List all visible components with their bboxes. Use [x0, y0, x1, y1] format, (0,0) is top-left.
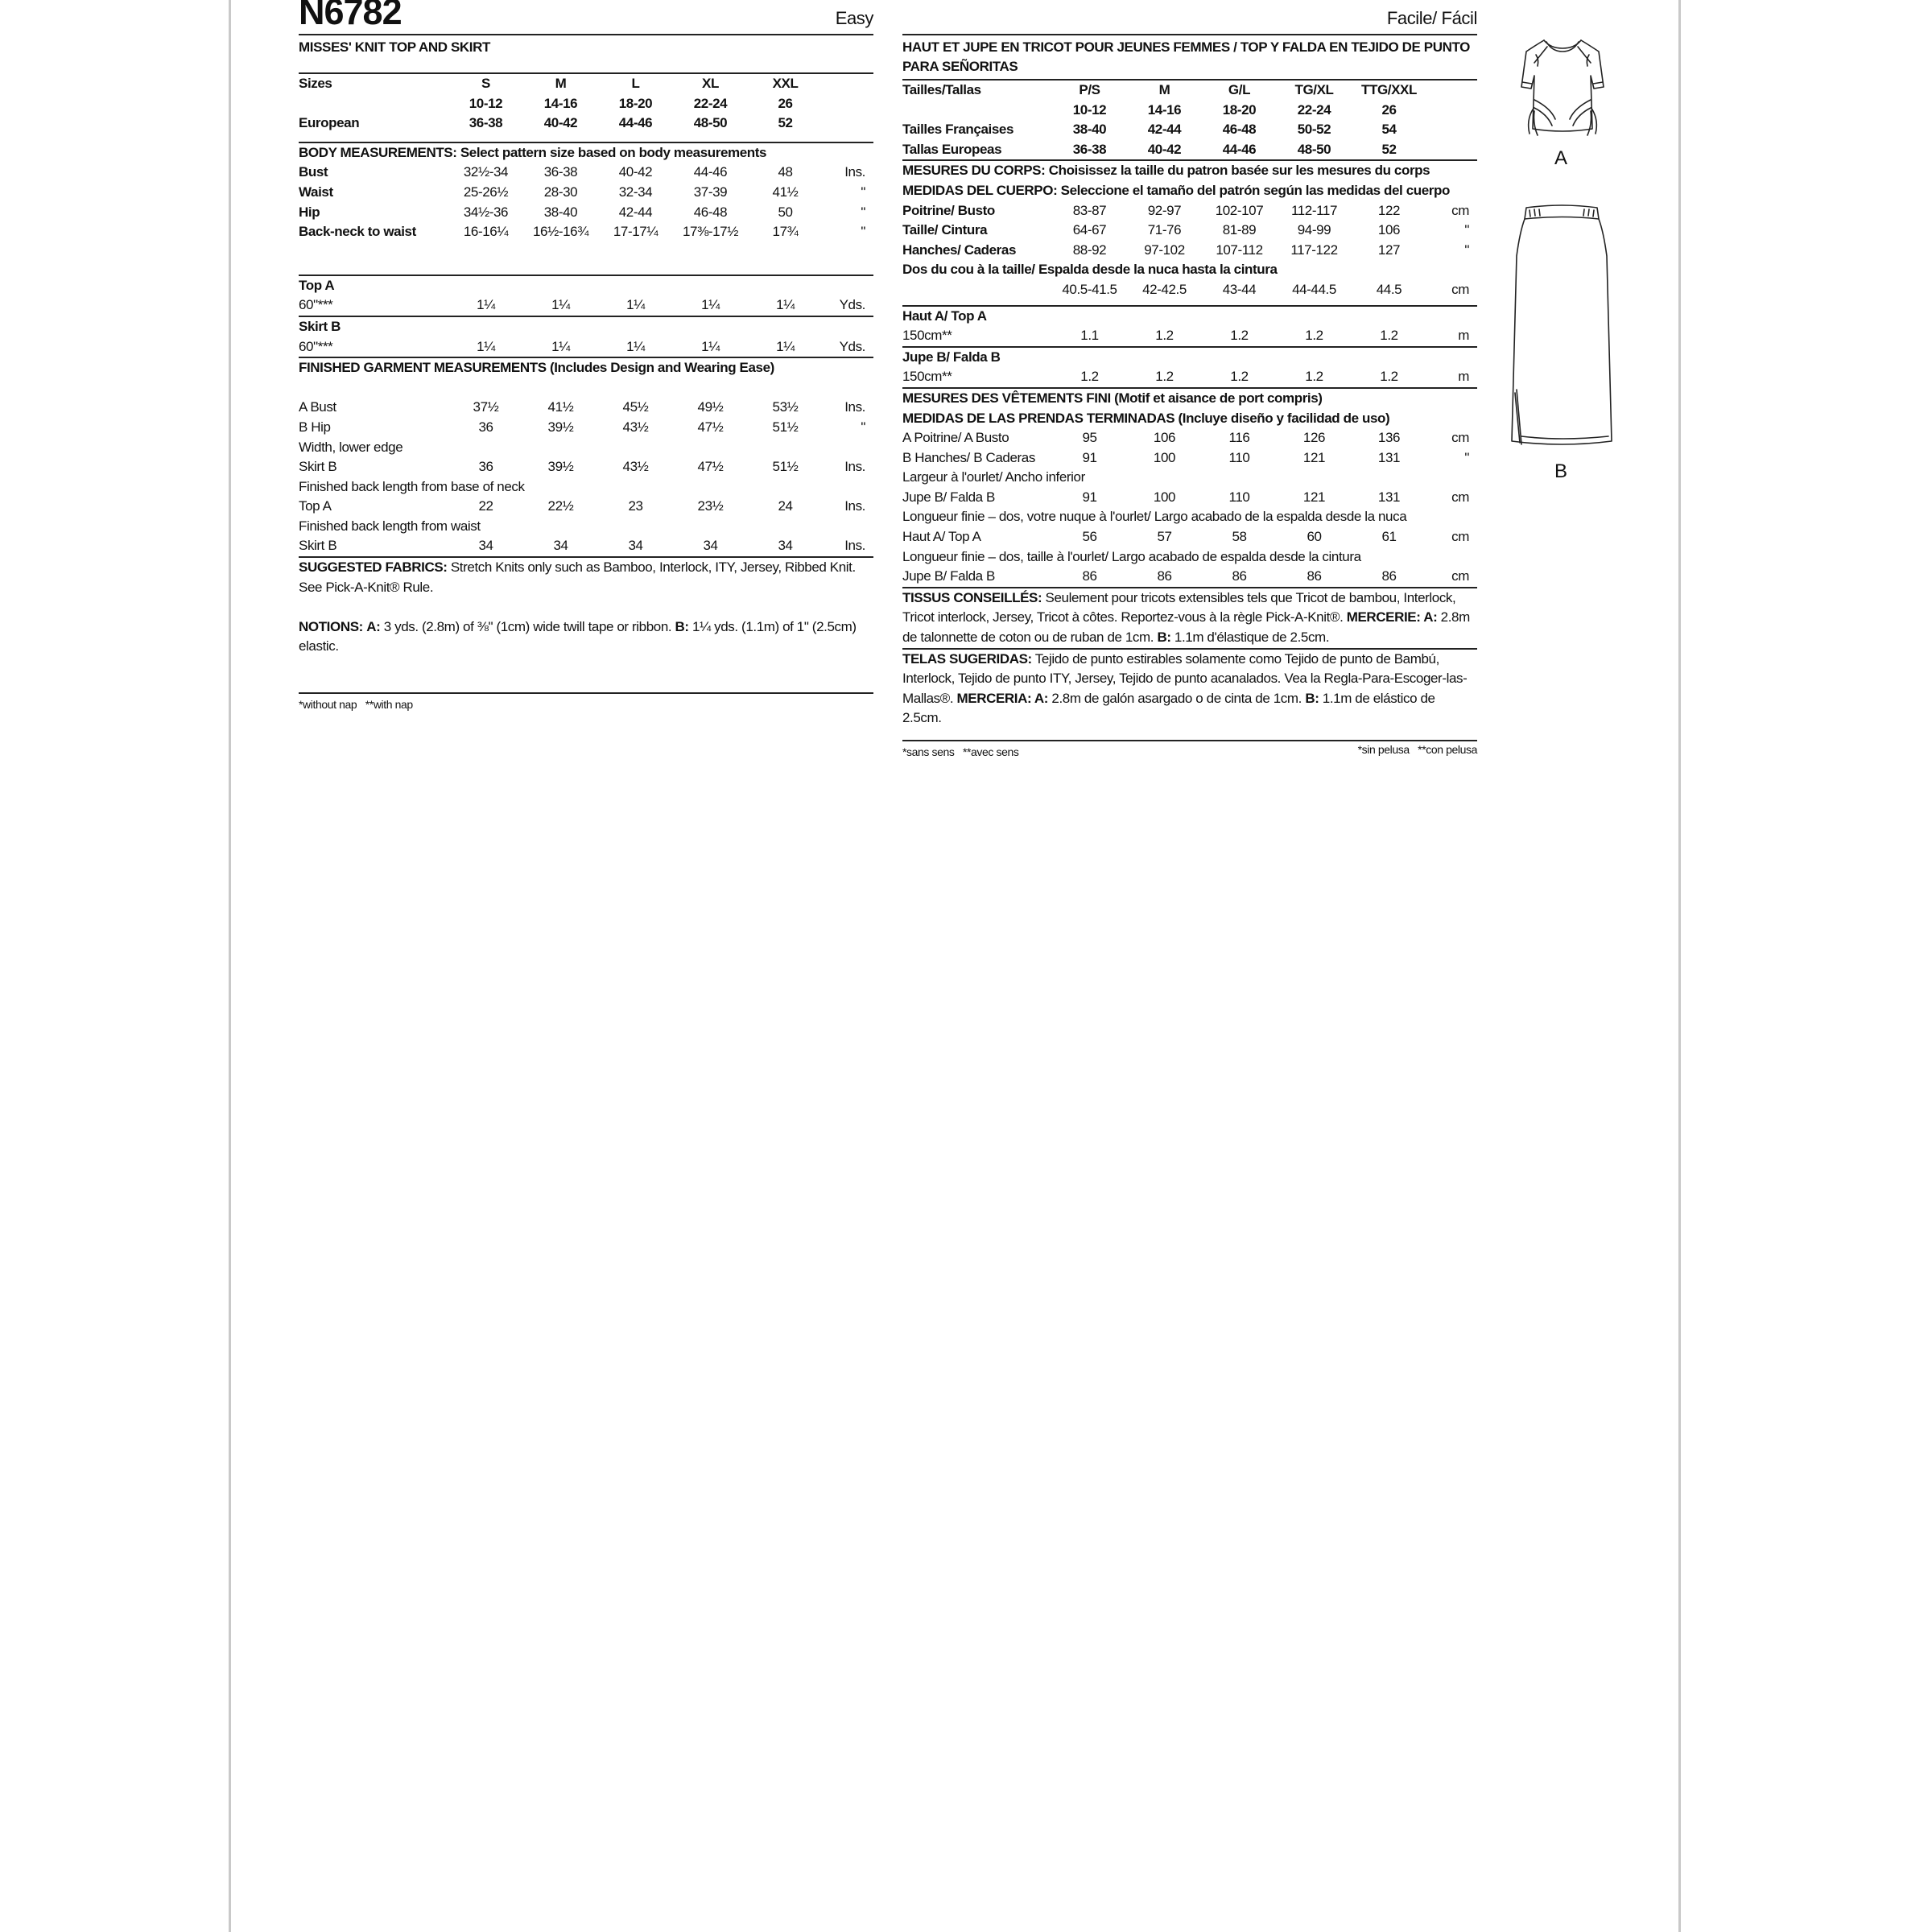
size-value: 40-42 — [1147, 141, 1182, 157]
unit-label: " — [861, 204, 865, 220]
size-value: 51½ — [772, 459, 799, 475]
size-value: 14-16 — [1147, 101, 1182, 118]
unit-label: " — [861, 224, 865, 240]
row-label: Tailles Françaises — [902, 122, 1014, 138]
size-value: 22-24 — [1297, 101, 1331, 118]
size-value: 22 — [478, 498, 493, 514]
size-value: 136 — [1377, 430, 1401, 446]
size-value: 131 — [1377, 489, 1401, 505]
size-value: 42-44 — [618, 204, 653, 220]
size-value: 26 — [1381, 101, 1397, 118]
size-value: 46-48 — [693, 204, 728, 220]
size-value: 40-42 — [543, 115, 578, 131]
size-value: 18-20 — [618, 95, 653, 111]
size-value: 86 — [1157, 568, 1172, 584]
size-value: 50 — [778, 204, 793, 220]
note-row — [299, 438, 873, 458]
size-value: 94-99 — [1297, 222, 1331, 238]
yardage-title: Jupe B/ Falda B — [902, 349, 1001, 365]
size-value: 53½ — [772, 399, 799, 415]
size-value: 1.2 — [1230, 369, 1249, 385]
size-value: 117-122 — [1290, 242, 1338, 258]
telas-sugeridas: TELAS SUGERIDAS: Tejido de punto estirables solamente como Tejido de punto de Bambú, Interlock, Tejido de punto ITY, Jersey, Tejido de punto acanalados. Vea la Regla-Para-Escoger-las-Mallas®. MERCERIA: A: 2.8m de galón asargado o de cinta de 1cm. B: 1.1m de elástico de 2.5cm. — [902, 650, 1468, 726]
size-value: 126 — [1302, 430, 1326, 446]
size-value: 22½ — [547, 498, 574, 514]
row-label: Poitrine/ Busto — [902, 202, 995, 218]
row-label: Bust — [299, 164, 328, 180]
size-value: 1.2 — [1380, 328, 1398, 344]
unit-label: cm — [1451, 489, 1469, 505]
size-value: 57 — [1157, 529, 1172, 545]
size-value: 32-34 — [618, 184, 653, 200]
suggested-fabrics-en: SUGGESTED FABRICS: Stretch Knits only such as Bamboo, Interlock, ITY, Jersey, Ribbed Knit. See Pick-A-Knit® Rule. — [299, 559, 856, 595]
yardage-block — [902, 346, 1477, 387]
size-value: 1.2 — [1155, 369, 1174, 385]
note-row — [902, 507, 1477, 527]
size-value: 47½ — [697, 419, 724, 435]
size-value: 1¼ — [551, 297, 570, 313]
size-value: 1¼ — [477, 338, 495, 354]
size-value: 37-39 — [693, 184, 728, 200]
size-value: 56 — [1082, 529, 1097, 545]
finished-row — [299, 418, 873, 438]
body-row — [902, 201, 1477, 221]
size-value: 36-38 — [1072, 141, 1107, 157]
size-value: 1¼ — [776, 338, 795, 354]
sizes-row — [299, 94, 873, 114]
size-value: 44-46 — [618, 115, 653, 131]
size-value: 17-17¼ — [613, 224, 658, 240]
body-measurements-table-fr — [902, 201, 1477, 300]
body-measurements-title-fr: MESURES DU CORPS: Choisissez la taille du patron basée sur les mesures du corps — [902, 163, 1430, 179]
size-value: 23 — [628, 498, 643, 514]
unit-label: cm — [1451, 568, 1469, 584]
size-value: 39½ — [547, 459, 574, 475]
unit-label: Ins. — [844, 164, 865, 180]
size-value: 100 — [1153, 449, 1176, 465]
body-row — [902, 221, 1477, 241]
notions-en: NOTIONS: A: 3 yds. (2.8m) of ⅜" (1cm) wide twill tape or ribbon. B: 1¼ yds. (1.1m) of 1" (2.5cm) elastic. — [299, 618, 857, 654]
size-value: 41½ — [772, 184, 799, 200]
size-value: 1¼ — [701, 338, 720, 354]
finished-row — [299, 398, 873, 418]
size-value: M — [1158, 82, 1170, 97]
size-value: P/S — [1079, 82, 1100, 97]
size-value: 60 — [1307, 529, 1322, 545]
size-value: 48 — [778, 164, 793, 180]
size-value: 25-26½ — [463, 184, 509, 200]
yardage-title: Haut A/ Top A — [902, 308, 987, 324]
row-label: B Hip — [299, 419, 331, 435]
footnote-es: *sin pelusa **con pelusa — [1357, 743, 1477, 756]
tissus-conseilles: TISSUS CONSEILLÉS: Seulement pour tricots extensibles tels que Tricot de bambou, Interlock, Tricot interlock, Jersey, Tricot à côtes. Reportez-vous à la règle Pick-A-Knit®. MERCERIE: A: 2.8m de talonnette de coton ou de ruban de 1cm. B: 1.1m d'élastique de 2.5cm. — [902, 589, 1470, 646]
finished-row — [299, 457, 873, 477]
row-label — [902, 101, 1052, 121]
size-value: 127 — [1377, 242, 1401, 258]
row-label: A Poitrine/ A Busto — [902, 430, 1009, 446]
size-value: 36-38 — [469, 115, 503, 131]
size-value: 1¼ — [776, 297, 795, 313]
size-value: 42-42.5 — [1142, 281, 1187, 297]
size-value: 44-44.5 — [1292, 281, 1336, 297]
size-value: 46-48 — [1222, 122, 1257, 138]
body-measurements-table-en — [299, 163, 873, 242]
row-label: B Hanches/ B Caderas — [902, 449, 1035, 465]
finished-row — [902, 428, 1477, 448]
difficulty-en: Easy — [835, 8, 873, 28]
yardage-row — [902, 326, 1477, 346]
size-value: 10-12 — [469, 95, 503, 111]
finished-title-es: MEDIDAS DE LAS PRENDAS TERMINADAS (Incluye diseño y facilidad de uso) — [902, 410, 1390, 426]
size-value: 1¼ — [626, 297, 645, 313]
size-value: 86 — [1082, 568, 1097, 584]
finished-row — [299, 497, 873, 517]
view-b-illustration — [1497, 200, 1626, 457]
footnote-fr-es — [902, 741, 1477, 760]
size-value: 122 — [1377, 202, 1401, 218]
row-label: Jupe B/ Falda B — [902, 568, 995, 584]
row-note: Finished back length from waist — [299, 518, 481, 534]
size-value: 16½-16¾ — [532, 224, 589, 240]
row-note: Width, lower edge — [299, 439, 403, 455]
row-label — [902, 280, 1052, 300]
row-label: Waist — [299, 184, 333, 200]
row-label: Taille/ Cintura — [902, 222, 988, 238]
unit-label: cm — [1451, 281, 1469, 297]
size-value: 17⅜-17½ — [682, 224, 739, 240]
size-value: TTG/XXL — [1361, 82, 1417, 97]
note-row — [902, 260, 1477, 280]
finished-title-en: FINISHED GARMENT MEASUREMENTS (Includes Design and Wearing Ease) — [299, 360, 774, 376]
yardage-row — [299, 295, 873, 316]
size-value: 16-16¼ — [463, 224, 509, 240]
row-label: Haut A/ Top A — [902, 529, 981, 545]
size-value: 49½ — [697, 399, 724, 415]
row-label: Tailles/Tallas — [902, 82, 981, 97]
row-label: 60"*** — [299, 297, 333, 313]
unit-label — [1426, 80, 1477, 101]
unit-label — [1426, 140, 1477, 160]
body-row — [299, 183, 873, 203]
yardage-block — [902, 305, 1477, 346]
size-value: 24 — [778, 498, 793, 514]
size-value: 121 — [1302, 489, 1326, 505]
size-value: 47½ — [697, 459, 724, 475]
size-value: 110 — [1228, 449, 1250, 465]
header-fr — [902, 0, 1477, 35]
size-value: 71-76 — [1147, 222, 1182, 238]
size-value: 86 — [1232, 568, 1247, 584]
size-value: 18-20 — [1222, 101, 1257, 118]
page-right-edge — [1678, 0, 1681, 1932]
unit-label: " — [1464, 242, 1469, 258]
row-label: Back-neck to waist — [299, 224, 416, 240]
unit-label: cm — [1451, 529, 1469, 545]
size-value: S — [481, 76, 490, 91]
size-value: 22-24 — [693, 95, 728, 111]
unit-label — [1426, 120, 1477, 140]
yardage-block — [299, 316, 873, 357]
size-value: 34 — [478, 538, 493, 554]
size-value: 17¾ — [772, 224, 799, 240]
note-row — [902, 547, 1477, 568]
body-row — [902, 241, 1477, 261]
row-note: Dos du cou à la taille/ Espalda desde la nuca hasta la cintura — [902, 262, 1278, 278]
unit-label: cm — [1451, 202, 1469, 218]
size-value: 1.2 — [1305, 369, 1323, 385]
row-label: 150cm** — [902, 369, 952, 385]
size-value: 1¼ — [551, 338, 570, 354]
row-label: 60"*** — [299, 338, 333, 354]
size-value: 38-40 — [1072, 122, 1107, 138]
size-value: 1.2 — [1080, 369, 1099, 385]
size-value: 45½ — [622, 399, 649, 415]
size-value: 52 — [1381, 141, 1397, 157]
size-value: 34 — [703, 538, 718, 554]
row-label: Top A — [299, 498, 332, 514]
size-value: 36 — [478, 419, 493, 435]
body-row — [299, 203, 873, 223]
size-value: 1¼ — [701, 297, 720, 313]
body-measurements-title-es: MEDIDAS DEL CUERPO: Seleccione el tamaño del patrón según las medidas del cuerpo — [902, 182, 1450, 198]
finished-table-fr — [902, 428, 1477, 587]
row-label: European — [299, 115, 360, 131]
size-value: XXL — [772, 76, 799, 91]
yardage-fr — [902, 305, 1477, 387]
size-value: 86 — [1381, 568, 1397, 584]
size-value: 86 — [1307, 568, 1322, 584]
size-value: 1.2 — [1230, 328, 1249, 344]
unit-label: " — [1464, 222, 1469, 238]
size-value: 1.1 — [1080, 328, 1099, 344]
header-en — [299, 0, 873, 35]
unit-label: Ins. — [844, 459, 865, 475]
view-b-label: B — [1554, 460, 1568, 482]
body-row — [299, 163, 873, 183]
unit-label: m — [1458, 369, 1469, 385]
footnote-en: *without nap **with nap — [299, 698, 413, 712]
size-value: 88-92 — [1072, 242, 1107, 258]
sizes-table-fr — [902, 79, 1477, 159]
row-label — [299, 94, 448, 114]
size-value: 28-30 — [543, 184, 578, 200]
size-value: 34 — [628, 538, 643, 554]
page-left-edge — [229, 0, 231, 1932]
size-value: 112-117 — [1290, 202, 1338, 218]
unit-label — [823, 73, 873, 94]
size-value: M — [555, 76, 567, 91]
unit-label: " — [1464, 449, 1469, 465]
size-value: 36 — [478, 459, 493, 475]
size-value: 54 — [1381, 122, 1397, 138]
english-column — [299, 0, 873, 712]
size-value: 106 — [1153, 430, 1176, 446]
size-value: 48-50 — [693, 115, 728, 131]
size-value: 91 — [1082, 489, 1097, 505]
size-value: 44-46 — [693, 164, 728, 180]
unit-label: Ins. — [844, 399, 865, 415]
size-value: G/L — [1228, 82, 1251, 97]
size-value: 91 — [1082, 449, 1097, 465]
yardage-title: Top A — [299, 277, 335, 293]
size-value: L — [631, 76, 640, 91]
row-label: Skirt B — [299, 538, 337, 554]
size-value: 1¼ — [626, 338, 645, 354]
unit-label — [823, 114, 873, 134]
row-label: 150cm** — [902, 328, 952, 344]
size-value: 52 — [778, 115, 793, 131]
row-label: Hip — [299, 204, 320, 220]
row-label: Tallas Europeas — [902, 141, 1002, 157]
size-value: 106 — [1377, 222, 1401, 238]
size-value: 92-97 — [1147, 202, 1182, 218]
title-fr-es: HAUT ET JUPE EN TRICOT POUR JEUNES FEMMES / TOP Y FALDA EN TEJIDO DE PUNTO PARA SEÑORITAS — [902, 39, 1470, 74]
footnote-fr: *sans sens **avec sens — [902, 745, 1019, 758]
size-value: 64-67 — [1072, 222, 1107, 238]
size-value: 26 — [778, 95, 793, 111]
size-value: TG/XL — [1294, 82, 1334, 97]
unit-label: m — [1458, 328, 1469, 344]
unit-label: Yds. — [839, 338, 865, 354]
finished-table-en — [299, 398, 873, 556]
size-value: 43½ — [622, 459, 649, 475]
size-value: 97-102 — [1144, 242, 1185, 258]
size-value: 32½-34 — [463, 164, 509, 180]
row-note: Largeur à l'ourlet/ Ancho inferior — [902, 469, 1085, 485]
view-a-label: A — [1554, 147, 1568, 169]
yardage-en — [299, 275, 873, 357]
yardage-title: Skirt B — [299, 318, 341, 334]
difficulty-fr-es: Facile/ Fácil — [1386, 8, 1477, 28]
row-label: Skirt B — [299, 459, 337, 475]
yardage-block — [299, 275, 873, 316]
row-note: Longueur finie – dos, votre nuque à l'ourlet/ Largo acabado de la espalda desde la nuca — [902, 509, 1407, 525]
finished-row — [299, 536, 873, 556]
size-value: 10-12 — [1072, 101, 1107, 118]
unit-label: cm — [1451, 430, 1469, 446]
row-label: Hanches/ Caderas — [902, 242, 1017, 258]
size-value: 1¼ — [477, 297, 495, 313]
unit-label: " — [861, 184, 865, 200]
size-value: 36-38 — [543, 164, 578, 180]
body-row — [299, 222, 873, 242]
size-value: 107-112 — [1216, 242, 1263, 258]
size-value: 1.2 — [1380, 369, 1398, 385]
title-en: MISSES' KNIT TOP AND SKIRT — [299, 39, 490, 55]
size-value: 42-44 — [1147, 122, 1182, 138]
size-value: 100 — [1153, 489, 1176, 505]
size-value: XL — [702, 76, 719, 91]
body-row — [902, 280, 1477, 300]
size-value: 48-50 — [1297, 141, 1331, 157]
sizes-table-en — [299, 72, 873, 134]
size-value: 37½ — [473, 399, 499, 415]
size-value: 83-87 — [1072, 202, 1107, 218]
size-value: 95 — [1082, 430, 1097, 446]
row-note: Finished back length from base of neck — [299, 478, 525, 494]
european-row — [902, 140, 1477, 160]
finished-row — [902, 527, 1477, 547]
size-value: 23½ — [697, 498, 724, 514]
size-value: 102-107 — [1215, 202, 1264, 218]
size-value: 131 — [1377, 449, 1401, 465]
size-value: 34 — [553, 538, 568, 554]
yardage-row — [902, 367, 1477, 387]
size-value: 81-89 — [1222, 222, 1257, 238]
size-value: 41½ — [547, 399, 574, 415]
note-row — [299, 517, 873, 537]
finished-row — [902, 488, 1477, 508]
french-spanish-column — [902, 0, 1477, 760]
row-label: Sizes — [299, 76, 332, 91]
size-value: 40-42 — [618, 164, 653, 180]
pattern-number: N6782 — [299, 0, 402, 32]
sizes-row — [902, 80, 1477, 101]
size-value: 38-40 — [543, 204, 578, 220]
unit-label — [1426, 101, 1477, 121]
note-row — [902, 468, 1477, 488]
finished-title-fr: MESURES DES VÊTEMENTS FINI (Motif et aisance de port compris) — [902, 390, 1323, 406]
sizes-row — [299, 73, 873, 94]
size-value: 110 — [1228, 489, 1250, 505]
size-value: 61 — [1381, 529, 1397, 545]
size-value: 58 — [1232, 529, 1247, 545]
note-row — [299, 477, 873, 497]
view-a-illustration — [1502, 31, 1623, 159]
yardage-row — [299, 337, 873, 357]
body-measurements-title-en: BODY MEASUREMENTS: Select pattern size based on body measurements — [299, 144, 767, 160]
size-value: 51½ — [772, 419, 799, 435]
size-value: 1.2 — [1155, 328, 1174, 344]
size-value: 116 — [1228, 430, 1250, 446]
unit-label: Ins. — [844, 538, 865, 554]
size-value: 40.5-41.5 — [1062, 281, 1117, 297]
french-sizes-row — [902, 120, 1477, 140]
size-value: 121 — [1302, 449, 1326, 465]
unit-label — [823, 94, 873, 114]
size-value: 14-16 — [543, 95, 578, 111]
size-value: 50-52 — [1297, 122, 1331, 138]
size-value: 1.2 — [1305, 328, 1323, 344]
row-label: Jupe B/ Falda B — [902, 489, 995, 505]
size-value: 44.5 — [1376, 281, 1402, 297]
unit-label: " — [861, 419, 865, 435]
row-note: Longueur finie – dos, taille à l'ourlet/ Largo acabado de espalda desde la cintura — [902, 548, 1361, 564]
size-value: 34 — [778, 538, 793, 554]
unit-label: Yds. — [839, 297, 865, 313]
european-row — [299, 114, 873, 134]
unit-label: Ins. — [844, 498, 865, 514]
size-value: 43½ — [622, 419, 649, 435]
size-value: 39½ — [547, 419, 574, 435]
row-label: A Bust — [299, 399, 336, 415]
size-value: 34½-36 — [463, 204, 509, 220]
size-value: 44-46 — [1222, 141, 1257, 157]
size-value: 43-44 — [1222, 281, 1257, 297]
finished-row — [902, 448, 1477, 469]
finished-row — [902, 567, 1477, 587]
sizes-row — [902, 101, 1477, 121]
